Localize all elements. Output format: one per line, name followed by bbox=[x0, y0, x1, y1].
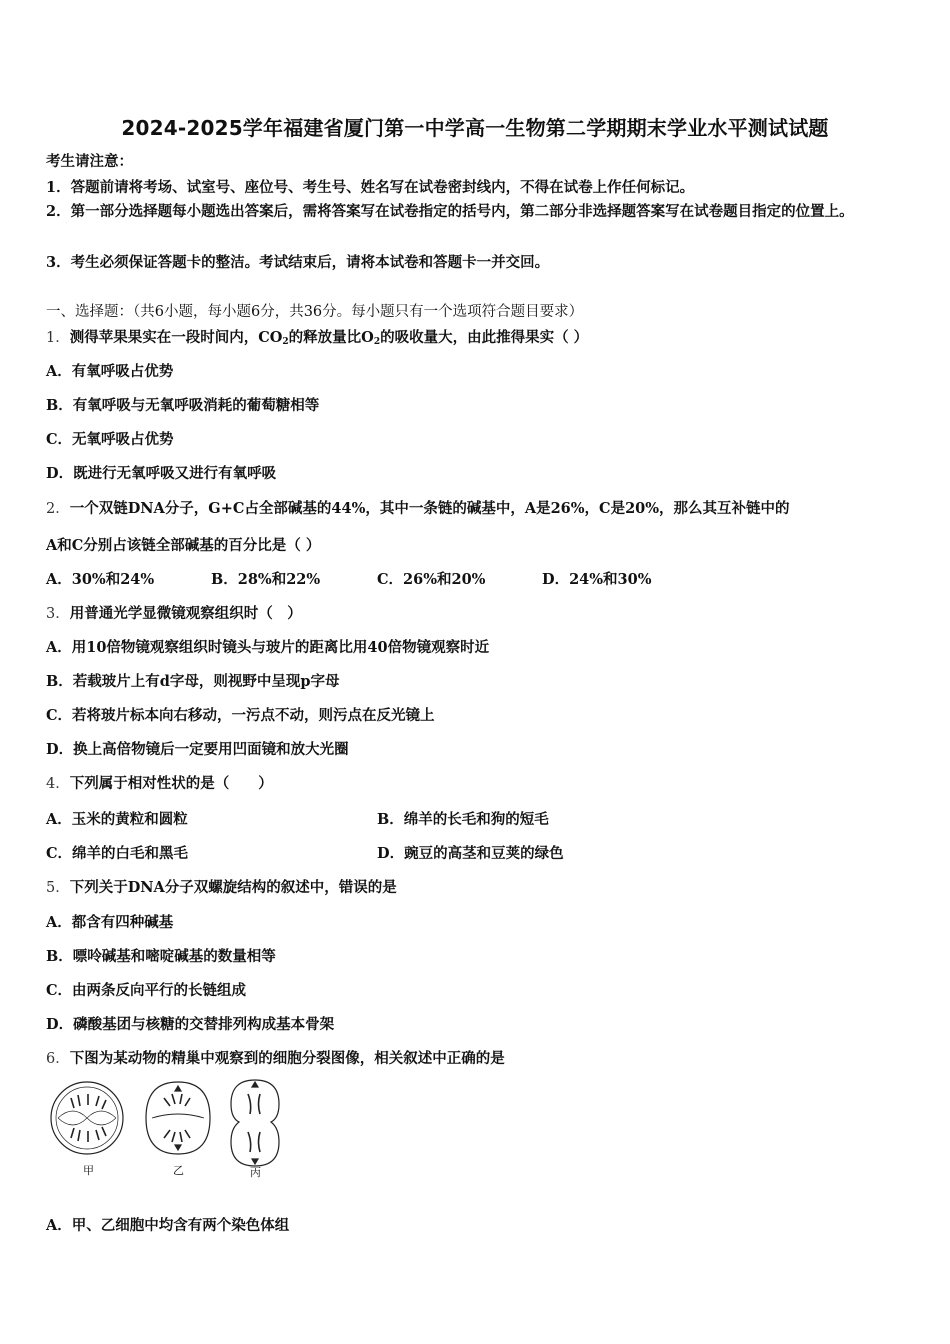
question-5-option-b: B．嘌呤碱基和嘧啶碱基的数量相等 bbox=[46, 948, 276, 965]
question-2-stem-line1: 2．一个双链DNA分子，G+C占全部碱基的44%，其中一条链的碱基中，A是26%，C是20%，那么其互补链中的 bbox=[46, 500, 790, 517]
question-2-stem-line2: A和C分别占该链全部碱基的百分比是（ ） bbox=[46, 537, 321, 554]
question-2-option-c: C．26%和20% bbox=[377, 571, 486, 588]
question-6-option-a: A．甲、乙细胞中均含有两个染色体组 bbox=[46, 1217, 290, 1234]
question-5-option-d: D．磷酸基团与核糖的交替排列构成基本骨架 bbox=[46, 1016, 335, 1033]
figure-label-bing: 丙 bbox=[250, 1166, 261, 1179]
question-3-option-d: D．换上高倍物镜后一定要用凹面镜和放大光圈 bbox=[46, 741, 349, 758]
question-2-option-d: D．24%和30% bbox=[542, 571, 652, 588]
question-5-stem: 5．下列关于DNA分子双螺旋结构的叙述中，错误的是 bbox=[46, 879, 397, 896]
notice-item-3: 3．考生必须保证答题卡的整洁。考试结束后，请将本试卷和答题卡一并交回。 bbox=[46, 254, 550, 271]
cell-bing bbox=[231, 1080, 279, 1166]
question-4-option-d: D．豌豆的高茎和豆荚的绿色 bbox=[377, 845, 564, 862]
question-2-option-b: B．28%和22% bbox=[211, 571, 321, 588]
question-4-option-b: B．绵羊的长毛和狗的短毛 bbox=[377, 811, 549, 828]
question-4-option-a: A．玉米的黄粒和圆粒 bbox=[46, 811, 188, 828]
notice-item-1: 1．答题前请将考场、试室号、座位号、考生号、姓名写在试卷密封线内，不得在试卷上作任何标记。 bbox=[46, 179, 695, 196]
question-3-option-b: B．若载玻片上有d字母，则视野中呈现p字母 bbox=[46, 673, 340, 690]
figure-label-yi: 乙 bbox=[173, 1164, 184, 1177]
question-5-option-c: C．由两条反向平行的长链组成 bbox=[46, 982, 247, 999]
question-6-stem: 6．下图为某动物的精巢中观察到的细胞分裂图像，相关叙述中正确的是 bbox=[46, 1050, 505, 1067]
question-5-option-a: A．都含有四种碱基 bbox=[46, 914, 174, 931]
question-3-option-c: C．若将玻片标本向右移动，一污点不动，则污点在反光镜上 bbox=[46, 707, 435, 724]
question-2-option-a: A．30%和24% bbox=[46, 571, 155, 588]
section-heading: 一、选择题：（共6小题，每小题6分，共36分。每小题只有一个选项符合题目要求） bbox=[46, 304, 584, 320]
cell-division-figure bbox=[44, 1076, 294, 1190]
question-number: 1． bbox=[46, 330, 70, 346]
figure-label-jia: 甲 bbox=[83, 1164, 94, 1177]
cell-yi bbox=[146, 1082, 210, 1154]
cell-jia bbox=[51, 1082, 123, 1154]
question-1-option-c: C．无氧呼吸占优势 bbox=[46, 431, 174, 448]
question-3-option-a: A．用10倍物镜观察组织时镜头与玻片的距离比用40倍物镜观察时近 bbox=[46, 639, 490, 656]
question-1-option-b: B．有氧呼吸与无氧呼吸消耗的葡萄糖相等 bbox=[46, 397, 320, 414]
page-title: 2024-2025学年福建省厦门第一中学高一生物第二学期期末学业水平测试试题 bbox=[121, 116, 829, 140]
question-3-stem: 3．用普通光学显微镜观察组织时（ ） bbox=[46, 605, 302, 622]
question-4-stem: 4．下列属于相对性状的是（ ） bbox=[46, 775, 273, 792]
question-1-option-a: A．有氧呼吸占优势 bbox=[46, 363, 174, 380]
question-1-option-d: D．既进行无氧呼吸又进行有氧呼吸 bbox=[46, 465, 277, 482]
question-4-option-c: C．绵羊的白毛和黑毛 bbox=[46, 845, 189, 862]
question-1-stem: 1．测得苹果果实在一段时间内，$CO_2$的释放量比$O_2$的吸收量大，由此推得果实（ ） bbox=[46, 329, 589, 347]
notice-heading: 考生请注意： bbox=[46, 153, 133, 170]
notice-item-2: 2．第一部分选择题每小题选出答案后，需将答案写在试卷指定的括号内，第二部分非选择题答案写在试卷题目指定的位置上。 bbox=[46, 203, 854, 220]
